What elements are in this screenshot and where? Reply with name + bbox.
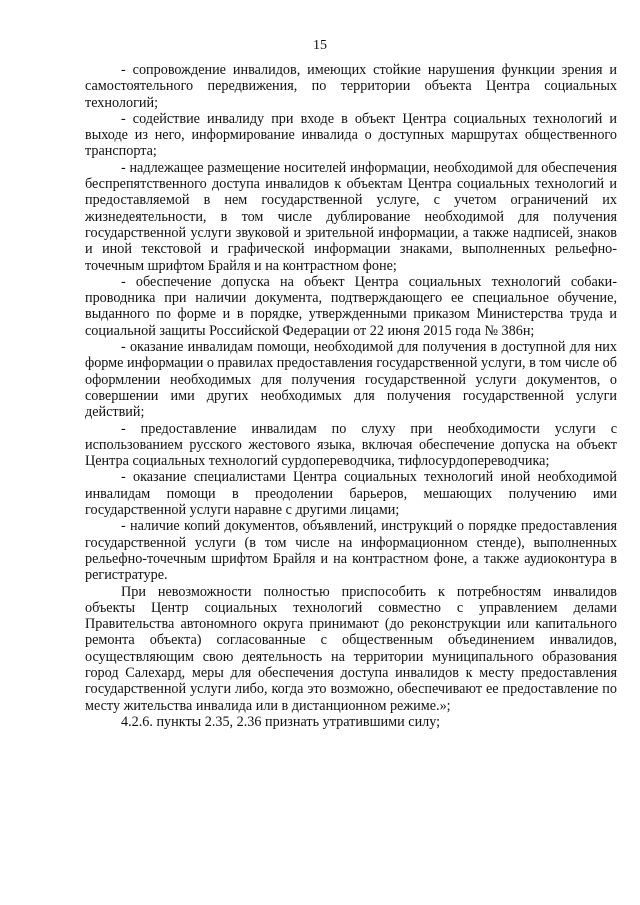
- document-body: [85, 62, 617, 730]
- paragraph-item-4-2-6: 4.2.6. пункты 2.35, 2.36 признать утратившими силу;: [121, 713, 441, 730]
- paragraph-information-placement: - надлежащее размещение носителей информации, необходимой для обеспечения беспрепятственного доступа инвалидов к объектам Центра социальных технологий и предоставляемой в нем государственной услуге, с учетом ограничений их жизнедеятельности, в том числе дублирование необходимой для получения государственной услуги звуковой и зрительной информации, а также надписей, знаков и иной текстовой и графической информации знаками, выполненных рельефно-точечным шрифтом Брайля и на контрастном фоне;: [85, 159, 617, 274]
- paragraph-braille-documents: - наличие копий документов, объявлений, инструкций о порядке предоставления государственной услуги (в том числе на информационном стенде), выполненных рельефно-точечным шрифтом Брайля и на контрастном фоне, а также аудиоконтура в регистратуре.: [85, 518, 617, 584]
- paragraph-escort-visually-impaired: - сопровождение инвалидов, имеющих стойкие нарушения функции зрения и самостоятельного передвижения, по территории объекта Центра социальных технологий;: [85, 62, 617, 111]
- paragraph-specialist-help: - оказание специалистами Центра социальных технологий иной необходимой инвалидам помощи в преодолении барьеров, мешающих получению ими государственной услуги наравне с другими лицами;: [85, 469, 617, 519]
- paragraph-adaptation-impossible: При невозможности полностью приспособить к потребностям инвалидов объекты Центр социальных технологий совместно с управлением делами Правительства автономного округа принимают (до реконструкции или капитального ремонта объекта) согласованные с общественным объединением инвалидов, осуществляющим свою деятельность на территории муниципального образования город Салехард, меры для обеспечения доступа инвалидов к месту предоставления государственной услуги либо, когда это возможно, обеспечивают ее предоставление по месту жительства инвалида или в дистанционном режиме.»;: [85, 583, 617, 714]
- page-number: 15: [313, 38, 327, 53]
- paragraph-sign-language: - предоставление инвалидам по слуху при необходимости услуги с использованием русского жестового языка, включая обеспечение допуска на объект Центра социальных технологий сурдопереводчика, тифлосурдопереводчика;: [85, 420, 617, 470]
- paragraph-information-help: - оказание инвалидам помощи, необходимой для получения в доступной для них форме информации о правилах предоставления государственной услуги, в том числе об оформлении необходимых для получения государственной услуги документов, о совершении ими других необходимых для получения государственной услуги действий;: [85, 339, 617, 421]
- paragraph-guide-dog-access: - обеспечение допуска на объект Центра социальных технологий собаки-проводника при наличии документа, подтверждающего ее специальное обучение, выданного по форме и в порядке, утвержденными приказом Министерства труда и социальной защиты Российской Федерации от 22 июня 2015 года № 386н;: [85, 273, 617, 339]
- paragraph-entry-assistance: - содействие инвалиду при входе в объект Центра социальных технологий и выходе из него, информирование инвалида о доступных маршрутах общественного транспорта;: [85, 110, 617, 160]
